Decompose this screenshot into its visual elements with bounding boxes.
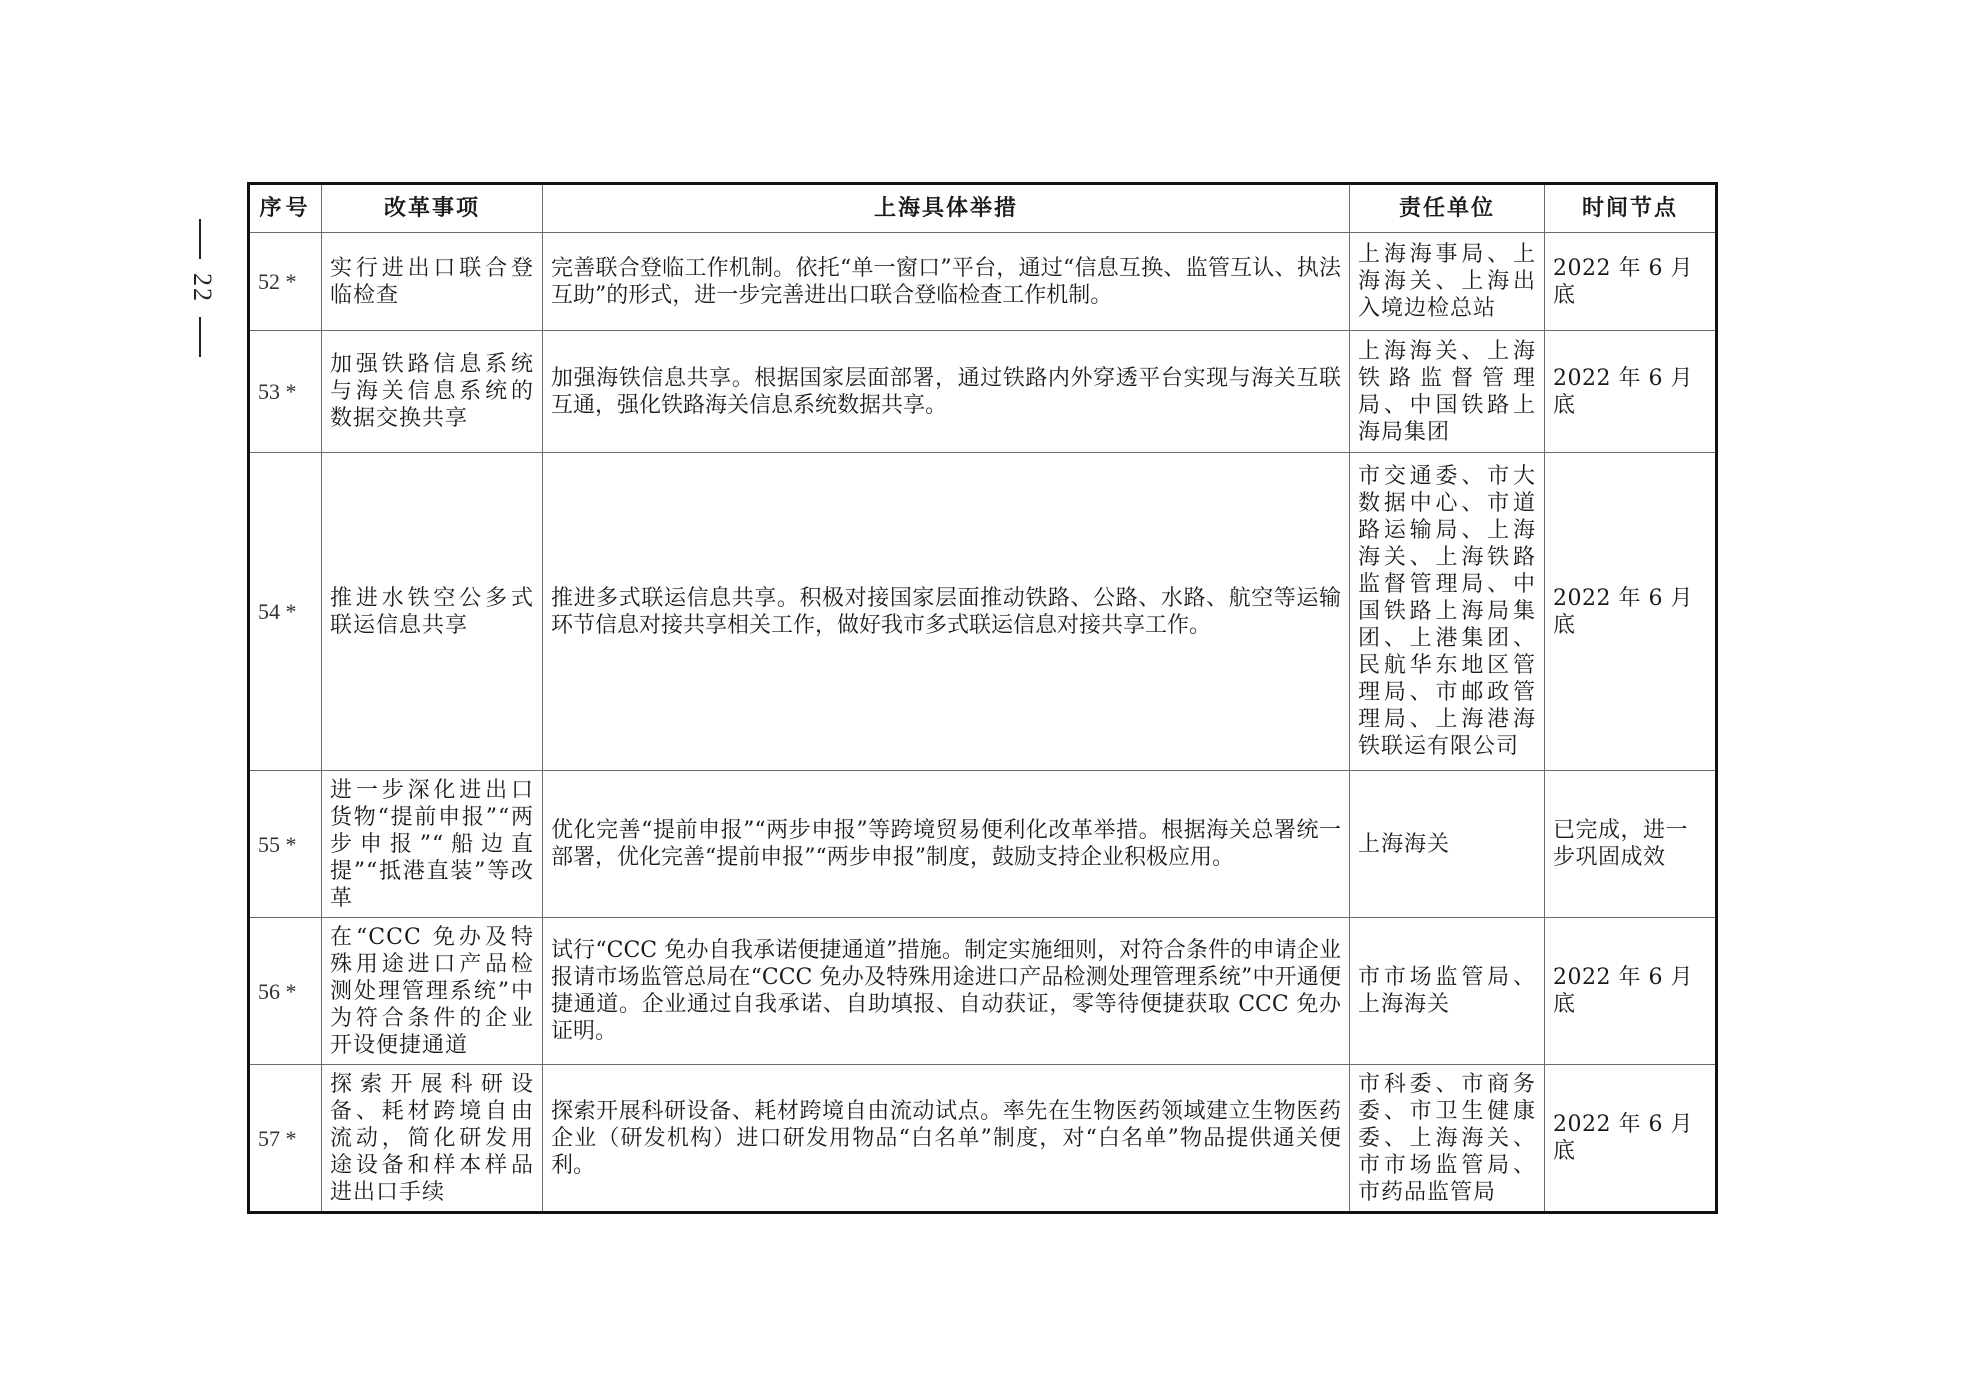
cell-reform-item: 进一步深化进出口货物“提前申报”“两步申报”“船边直提”“抵港直装”等改革 [322, 771, 543, 918]
header-shanghai-measures: 上海具体举措 [543, 184, 1350, 233]
cell-reform-item: 在“CCC 免办及特殊用途进口产品检测处理管理系统”中为符合条件的企业开设便捷通道 [322, 918, 543, 1065]
cell-responsible-unit: 上海海关、上海铁路监督管理局、中国铁路上海局集团 [1350, 331, 1545, 453]
cell-responsible-unit: 市科委、市商务委、市卫生健康委、上海海关、市市场监管局、市药品监管局 [1350, 1065, 1545, 1213]
header-responsible-unit: 责任单位 [1350, 184, 1545, 233]
page-number [187, 205, 217, 371]
header-time-node: 时间节点 [1545, 184, 1717, 233]
cell-responsible-unit: 上海海事局、上海海关、上海出入境边检总站 [1350, 233, 1545, 331]
cell-responsible-unit: 市交通委、市大数据中心、市道路运输局、上海海关、上海铁路监督管理局、中国铁路上海局集团、上港集团、民航华东地区管理局、市邮政管理局、上海港海铁联运有限公司 [1350, 453, 1545, 771]
cell-shanghai-measures: 加强海铁信息共享。根据国家层面部署，通过铁路内外穿透平台实现与海关互联互通，强化铁路海关信息系统数据共享。 [543, 331, 1350, 453]
table-row [249, 918, 1717, 1065]
page-number-dash-left [199, 219, 201, 259]
reform-measures-table [247, 182, 1718, 1214]
table-row [249, 331, 1717, 453]
cell-reform-item: 探索开展科研设备、耗材跨境自由流动，简化研发用途设备和样本样品进出口手续 [322, 1065, 543, 1213]
cell-time-node: 2022 年 6 月底 [1545, 453, 1717, 771]
cell-reform-item: 推进水铁空公多式联运信息共享 [322, 453, 543, 771]
page-number-dash-right [199, 317, 201, 357]
cell-responsible-unit: 市市场监管局、上海海关 [1350, 918, 1545, 1065]
cell-serial-number: 55 * [249, 771, 322, 918]
cell-shanghai-measures: 试行“CCC 免办自我承诺便捷通道”措施。制定实施细则，对符合条件的申请企业报请市场监管总局在“CCC 免办及特殊用途进口产品检测处理管理系统”中开通便捷通道。企业通过自我承诺、自助填报、自动获证，零等待便捷获取 CCC 免办证明。 [543, 918, 1350, 1065]
page-number-value: 22 [188, 273, 217, 303]
cell-shanghai-measures: 推进多式联运信息共享。积极对接国家层面推动铁路、公路、水路、航空等运输环节信息对接共享相关工作，做好我市多式联运信息对接共享工作。 [543, 453, 1350, 771]
cell-serial-number: 56 * [249, 918, 322, 1065]
cell-serial-number: 52 * [249, 233, 322, 331]
table-row [249, 771, 1717, 918]
cell-reform-item: 加强铁路信息系统与海关信息系统的数据交换共享 [322, 331, 543, 453]
table-header-row [249, 184, 1717, 233]
cell-responsible-unit: 上海海关 [1350, 771, 1545, 918]
cell-serial-number: 57 * [249, 1065, 322, 1213]
table-row [249, 233, 1717, 331]
cell-reform-item: 实行进出口联合登临检查 [322, 233, 543, 331]
cell-serial-number: 53 * [249, 331, 322, 453]
cell-time-node: 2022 年 6 月底 [1545, 918, 1717, 1065]
cell-shanghai-measures: 优化完善“提前申报”“两步申报”等跨境贸易便利化改革举措。根据海关总署统一部署，优化完善“提前申报”“两步申报”制度，鼓励支持企业积极应用。 [543, 771, 1350, 918]
cell-time-node: 2022 年 6 月底 [1545, 1065, 1717, 1213]
table-row [249, 1065, 1717, 1213]
cell-shanghai-measures: 完善联合登临工作机制。依托“单一窗口”平台，通过“信息互换、监管互认、执法互助”的形式，进一步完善进出口联合登临检查工作机制。 [543, 233, 1350, 331]
cell-time-node: 2022 年 6 月底 [1545, 233, 1717, 331]
cell-time-node: 已完成，进一步巩固成效 [1545, 771, 1717, 918]
cell-time-node: 2022 年 6 月底 [1545, 331, 1717, 453]
header-reform-item: 改革事项 [322, 184, 543, 233]
cell-shanghai-measures: 探索开展科研设备、耗材跨境自由流动试点。率先在生物医药领域建立生物医药企业（研发机构）进口研发用物品“白名单”制度，对“白名单”物品提供通关便利。 [543, 1065, 1350, 1213]
table-row [249, 453, 1717, 771]
header-serial-number: 序号 [249, 184, 322, 233]
cell-serial-number: 54 * [249, 453, 322, 771]
